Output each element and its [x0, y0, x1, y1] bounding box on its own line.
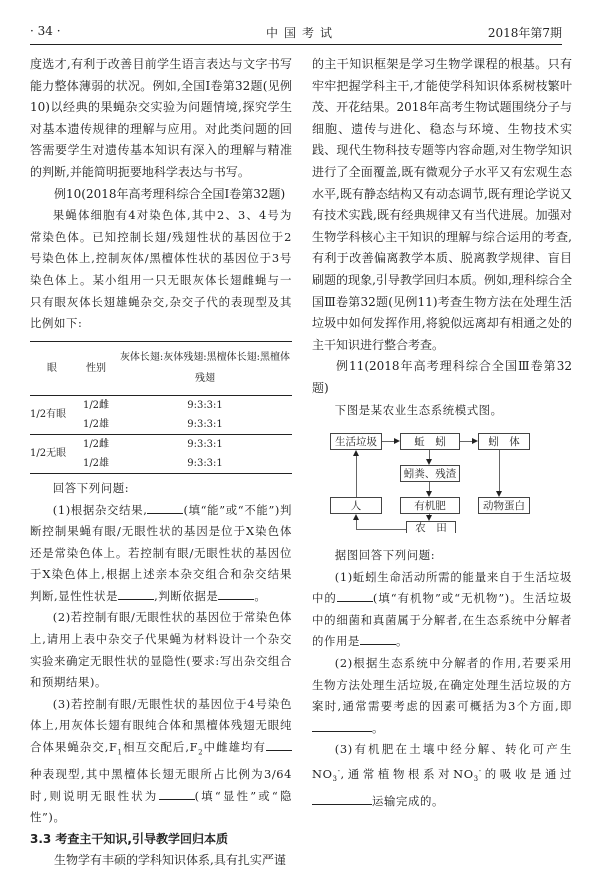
answer-blank — [312, 719, 372, 732]
node-earthworm: 蚯 蚓 — [400, 433, 460, 450]
subscript: 2 — [198, 748, 204, 757]
answer-prompt: 回答下列问题: — [52, 480, 130, 495]
node-fertilizer: 有机肥 — [400, 497, 460, 514]
q3-text: 的吸收是通过 — [481, 766, 572, 781]
question-1 — [312, 567, 572, 653]
subscript: 1 — [117, 748, 123, 757]
q1-text: (填“能”或“不能”)判断控制果蝇有眼/无眼性状的基因是位于X染色体还是常染色体上。若控制有眼/无眼性状的基因位于X染色体上,根据上述亲本杂交组合和杂交结果判断,显性性状是 — [30, 502, 292, 603]
ratio-cell: 9:3:3:1 — [187, 457, 223, 469]
answer-blank — [118, 587, 154, 600]
question-3 — [312, 739, 572, 812]
eye-cell: 1/2无眼 — [30, 448, 67, 460]
q1-text: ,判断依据是 — [154, 588, 219, 603]
ecosystem-diagram — [330, 433, 560, 533]
q3-text: 运输完成的。 — [372, 793, 444, 808]
subscript: 3 — [473, 775, 479, 784]
example-11-title: 例11(2018年高考理科综合全国Ⅲ卷第32题) — [312, 359, 572, 395]
left-column — [30, 54, 292, 872]
answer-blank — [312, 792, 372, 805]
answer-blank — [360, 632, 396, 645]
subscript: 3 — [332, 775, 338, 784]
connector-line — [356, 529, 406, 530]
answer-blank — [147, 501, 183, 514]
paragraph: 度选才,有利于改善目前学生语言表达与文字书写能力整体薄弱的状况。例如,全国Ⅰ卷第32题(见例10)以经典的果蝇杂交实验为问题情境,探究学生对基本遗传规律的理解与应用。对此类问题的回答需要学生对遗传基本知识有深入的理解与精准的判断,并能简明扼要地科学表达与书写。 — [30, 57, 292, 179]
journal-title: 中国考试 — [266, 26, 339, 40]
node-human: 人 — [330, 497, 382, 514]
table-group-eyeless — [30, 434, 292, 473]
answer-blank — [159, 787, 195, 800]
node-animal-protein: 动物蛋白 — [478, 497, 530, 514]
q1-text: 。 — [395, 634, 408, 649]
question-3 — [30, 694, 292, 829]
page-header — [30, 18, 562, 45]
ratio-cell: 9:3:3:1 — [187, 399, 223, 411]
header-eye: 眼 — [47, 362, 57, 374]
node-worm-body: 蚓 体 — [478, 433, 530, 450]
sex-cell: 1/2雌 — [82, 438, 110, 450]
q1-text: (1)蚯蚓生命活动所需的能量来自于生活垃圾中的 — [312, 569, 572, 606]
right-column — [312, 54, 572, 812]
question-2 — [312, 653, 572, 739]
table-row — [30, 434, 292, 454]
results-table — [30, 341, 292, 474]
sex-cell: 1/2雄 — [82, 418, 110, 430]
paragraph: 的主干知识框架是学习生物学课程的根基。只有牢牢把握学科主干,才能使学科知识体系树枝繁叶茂、开花结果。2018年高考生物试题围绕分子与细胞、遗传与进化、稳态与环境、生物技术实践、现代生物科技专题等内容命题,对生物学知识进行了全面覆盖,既有微观分子水平又有宏观生态水平,既有静态结构又有动态调节,既有理论学说又有技术实践,既有经典规律又有当代进展。加强对生物学科核心主干知识的理解与综合运用的考查,有利于改善偏离教学本质、脱离教学规律、盲目刷题的现象,引导教学回归本质。例如,理科综合全国Ⅲ卷第32题(见例11)考查生物方法在处理生活垃圾中如何发挥作用,将貌似远离却有相通之处的主干知识进行整合考查。 — [312, 57, 572, 352]
node-farmland: 农 田 — [406, 521, 456, 533]
q2-text: 。 — [372, 720, 384, 735]
page-number: · 34 · — [30, 24, 61, 38]
q3-text: ,通常植物根系对NO — [340, 766, 474, 781]
q3-text: 种表现型,其中黑檀体长翅无眼所占比例为3/64时,则说明无眼性状为 — [30, 766, 292, 803]
answer-prompt: 据图回答下列问题: — [334, 548, 436, 563]
ratio-cell: 9:3:3:1 — [187, 418, 223, 430]
node-castings: 蚓粪、残渣 — [400, 465, 460, 482]
sex-cell: 1/2雌 — [82, 399, 110, 411]
answer-blank — [266, 738, 292, 751]
paragraph: 生物学有丰硕的学科知识体系,具有扎实严谨 — [54, 853, 286, 868]
q1-text: 。 — [254, 588, 267, 603]
superscript: - — [337, 767, 341, 776]
q3-text: (填“显性”或“隐性”)。 — [30, 788, 292, 825]
table-group-eyed — [30, 395, 292, 434]
issue-label: 2018年第7期 — [487, 26, 562, 40]
answer-blank — [218, 587, 254, 600]
section-heading: 3.3 考查主干知识,引导教学回归本质 — [30, 831, 228, 846]
q1-text: (填“有机物”或“无机物”)。生活垃圾中的细菌和真菌属于分解者,在生态系统中分解者的作用是 — [312, 591, 573, 649]
table-header-row — [30, 341, 292, 395]
q3-text: 中雌雄均有 — [203, 740, 266, 755]
example-10-body: 果蝇体细胞有4对染色体,其中2、3、4号为常染色体。已知控制长翅/残翅性状的基因位于2号染色体上,控制灰体/黑檀体性状的基因位于3号染色体上。某小组用一只无眼灰体长翅雌蝇与一只有眼灰体长翅雄蝇杂交,杂交子代的表现型及其比例如下: — [30, 208, 292, 331]
header-sex: 性别 — [86, 362, 106, 374]
table-row — [30, 395, 292, 415]
node-garbage: 生活垃圾 — [330, 433, 382, 450]
q3-text: 相互交配后,F — [122, 740, 199, 755]
example-10-title: 例10(2018年高考理科综合全国Ⅰ卷第32题) — [54, 186, 286, 201]
question-1 — [30, 500, 292, 608]
header-ratio: 灰体长翅:灰体残翅:黑檀体长翅:黑檀体残翅 — [119, 351, 291, 385]
q2-text: (2)根据生态系统中分解者的作用,若要采用生物方法处理生活垃圾,在确定处理生活垃圾的方案时,通常需要考虑的因素可概括为3个方面,即 — [312, 656, 572, 714]
connector-line — [499, 450, 500, 491]
connector-line — [356, 456, 357, 497]
eye-cell: 1/2有眼 — [30, 409, 67, 421]
superscript: - — [478, 767, 482, 776]
q1-text: (1)根据杂交结果, — [52, 502, 148, 517]
example-11-intro: 下图是某农业生态系统模式图。 — [334, 402, 503, 417]
q3-text: (3)若控制有眼/无眼性状的基因位于4号染色体上,用灰体长翅有眼纯合体和黑檀体残翅无眼纯合体果蝇杂交,F — [30, 696, 292, 755]
ratio-cell: 9:3:3:1 — [187, 438, 223, 450]
answer-blank — [337, 589, 373, 602]
q3-text: (3)有机肥在土壤中经分解、转化可产生NO — [312, 742, 572, 781]
question-2: (2)若控制有眼/无眼性状的基因位于常染色体上,请用上表中杂交子代果蝇为材料设计一个杂交实验来确定无眼性状的显隐性(要求:写出杂交组合和预期结果)。 — [30, 610, 292, 690]
sex-cell: 1/2雄 — [82, 457, 110, 469]
